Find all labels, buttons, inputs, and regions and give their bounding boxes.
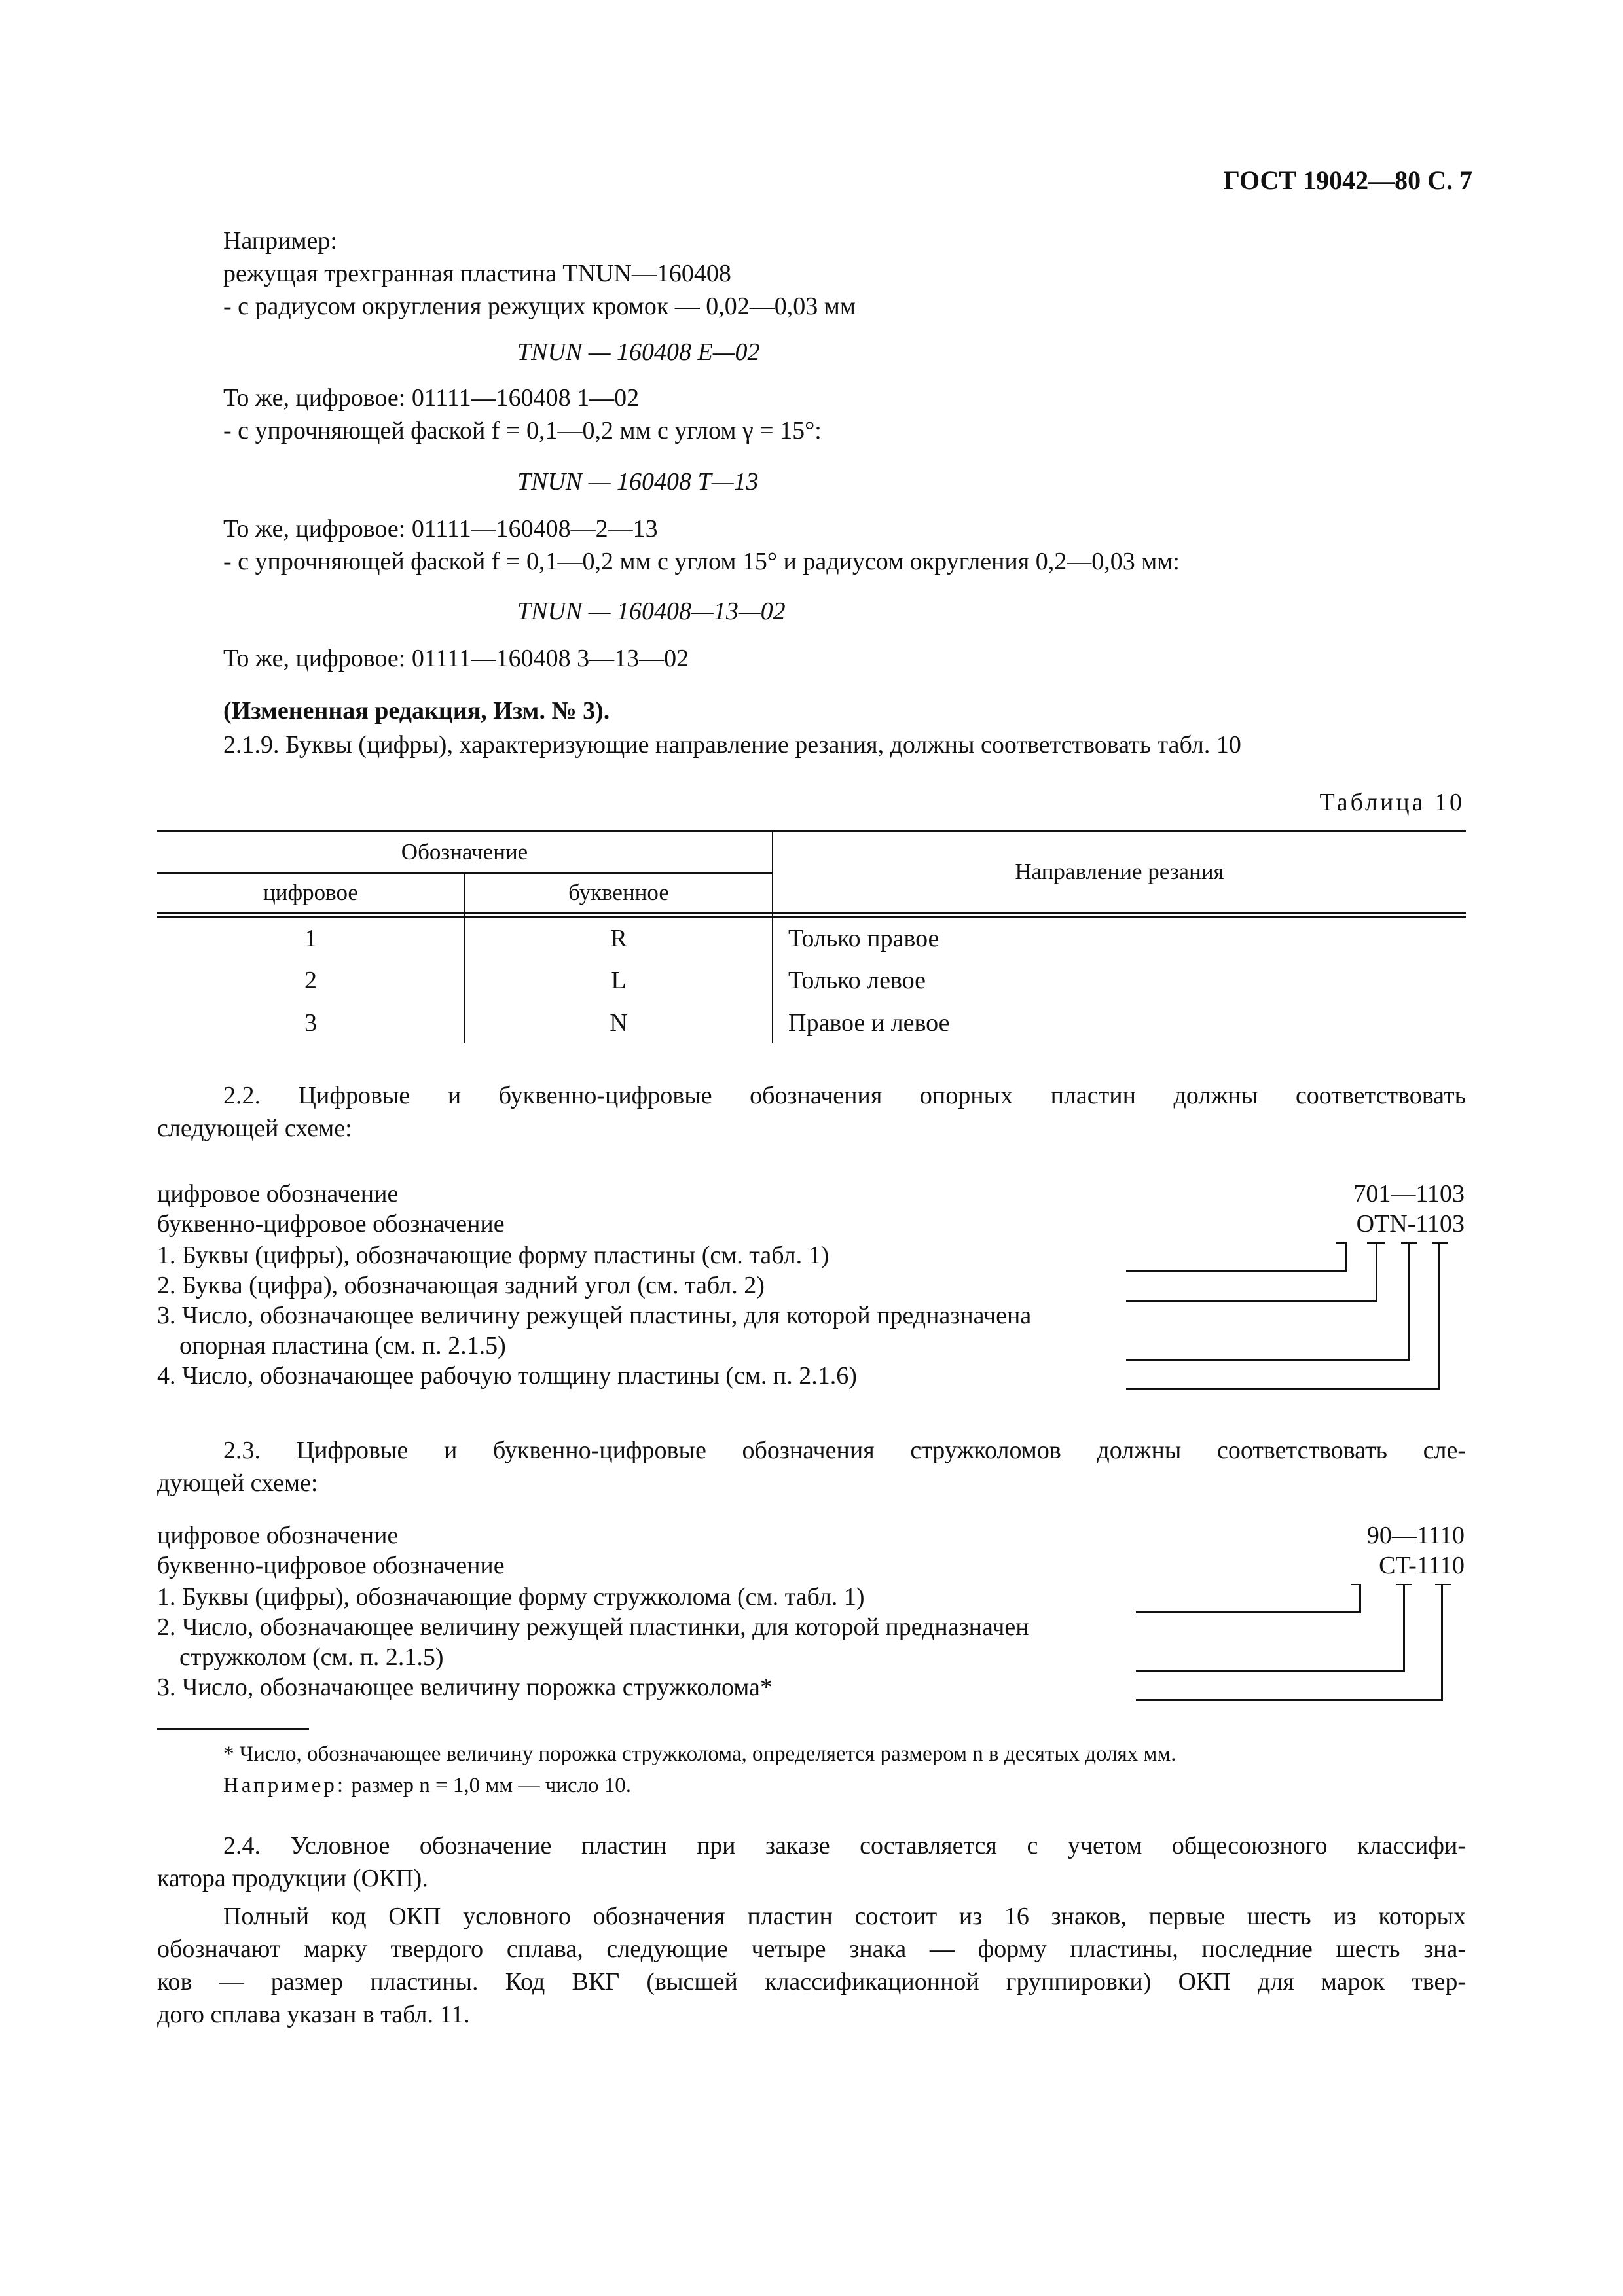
page-header: ГОСТ 19042—80 С. 7 [1223, 166, 1472, 195]
paragraph-okp-line3: ков — размер пластины. Код ВКГ (высшей классификационной группировки) ОКП для марок твер- [157, 1968, 1466, 1996]
table-head-group: Обозначение [401, 839, 528, 865]
table-cell: Только правое [788, 925, 939, 952]
table-cell: 3 [304, 1009, 317, 1037]
scheme-code-alpha: OTN-1103 [1356, 1210, 1465, 1238]
scheme-item-2-cont: стружколом (см. п. 2.1.5) [179, 1643, 444, 1671]
example-digital-1: То же, цифровое: 01111—160408 1—02 [223, 384, 640, 412]
scheme-code-digital: 701—1103 [1353, 1180, 1465, 1208]
table-caption: Таблица 10 [1319, 789, 1465, 816]
scheme-item-1: 1. Буквы (цифры), обозначающие форму пластины (см. табл. 1) [157, 1242, 830, 1269]
paragraph-2-3-line2: дующей схеме: [157, 1469, 318, 1497]
example-code-2: TNUN — 160408 T—13 [517, 468, 759, 495]
example-item: режущая трехгранная пластина TNUN—160408 [223, 260, 731, 287]
scheme-item-4: 4. Число, обозначающее рабочую толщину пластины (см. п. 2.1.6) [157, 1362, 857, 1390]
table-head-direction: Направление резания [1015, 859, 1224, 884]
paragraph-2-4-line2: катора продукции (ОКП). [157, 1865, 428, 1892]
paragraph-2-4-line1: 2.4. Условное обозначение пластин при заказе составляется с учетом общесоюзного классифи- [223, 1832, 1466, 1859]
scheme-code-alpha: CT-1110 [1379, 1552, 1465, 1579]
table-cell: Только левое [788, 967, 926, 994]
amendment-note: (Измененная редакция, Изм. № 3). [223, 697, 610, 725]
scheme-item-3-cont: опорная пластина (см. п. 2.1.5) [179, 1332, 506, 1359]
scheme-label-alpha: буквенно-цифровое обозначение [157, 1210, 505, 1238]
footnote-rule [157, 1728, 309, 1730]
example-case-3: - с упрочняющей фаской f = 0,1—0,2 мм с углом 15° и радиусом округления 0,2—0,03 мм: [223, 548, 1180, 575]
table-head-letter: буквенное [568, 880, 669, 905]
scheme-item-2: 2. Буква (цифра), обозначающая задний угол (см. табл. 2) [157, 1272, 765, 1299]
paragraph-okp-line4: дого сплава указан в табл. 11. [157, 2001, 470, 2028]
paragraph-2-2-line1: 2.2. Цифровые и буквенно-цифровые обозначения опорных пластин должны соответствовать [223, 1082, 1466, 1109]
example-code-1: TNUN — 160408 E—02 [517, 338, 760, 366]
example-case-1: - с радиусом округления режущих кромок — 0,02—0,03 мм [223, 293, 856, 320]
footnote-example-rest: размер n = 1,0 мм — число 10. [351, 1774, 632, 1797]
scheme-item-3: 3. Число, обозначающее величину режущей пластины, для которой предназначена [157, 1302, 1032, 1329]
example-case-2: - с упрочняющей фаской f = 0,1—0,2 мм с углом γ = 15°: [223, 417, 822, 444]
scheme-code-digital: 90—1110 [1366, 1522, 1465, 1549]
paragraph-2-2-line2: следующей схеме: [157, 1115, 352, 1142]
example-digital-2: То же, цифровое: 01111—160408—2—13 [223, 515, 658, 543]
example-intro: Например: [223, 227, 337, 255]
scheme-label-digital: цифровое обозначение [157, 1180, 399, 1208]
paragraph-2-1-9: 2.1.9. Буквы (цифры), характеризующие направление резания, должны соответствовать табл. 10 [223, 731, 1241, 759]
table-cell: 2 [304, 967, 317, 994]
scheme-item-2: 2. Число, обозначающее величину режущей пластинки, для которой предназначен [157, 1613, 1029, 1641]
paragraph-2-3-line1: 2.3. Цифровые и буквенно-цифровые обозначения стружколомов должны соответствовать сле- [223, 1437, 1466, 1464]
footnote-example-word: Например: [223, 1774, 346, 1797]
scheme-item-3: 3. Число, обозначающее величину порожка стружколома* [157, 1674, 773, 1701]
table-cell: Правое и левое [788, 1009, 950, 1037]
table-cell: N [610, 1009, 628, 1037]
table-head-digital: цифровое [263, 880, 358, 905]
scheme-label-alpha: буквенно-цифровое обозначение [157, 1552, 505, 1579]
example-digital-3: То же, цифровое: 01111—160408 3—13—02 [223, 645, 689, 672]
scheme-label-digital: цифровое обозначение [157, 1522, 399, 1549]
table-cell: 1 [304, 925, 317, 952]
paragraph-okp-line1: Полный код ОКП условного обозначения пластин состоит из 16 знаков, первые шесть из которых [223, 1903, 1466, 1930]
table-cell: L [611, 967, 627, 994]
scheme-item-1: 1. Буквы (цифры), обозначающие форму стружколома (см. табл. 1) [157, 1583, 865, 1611]
table-cell: R [610, 925, 627, 952]
footnote-example [223, 1771, 631, 1800]
example-code-3: TNUN — 160408—13—02 [517, 598, 786, 625]
paragraph-okp-line2: обозначают марку твердого сплава, следующие четыре знака — форму пластины, последние шесть зна- [157, 1935, 1466, 1963]
footnote-text: * Число, обозначающее величину порожка стружколома, определяется размером n в десятых долях мм. [223, 1742, 1176, 1766]
